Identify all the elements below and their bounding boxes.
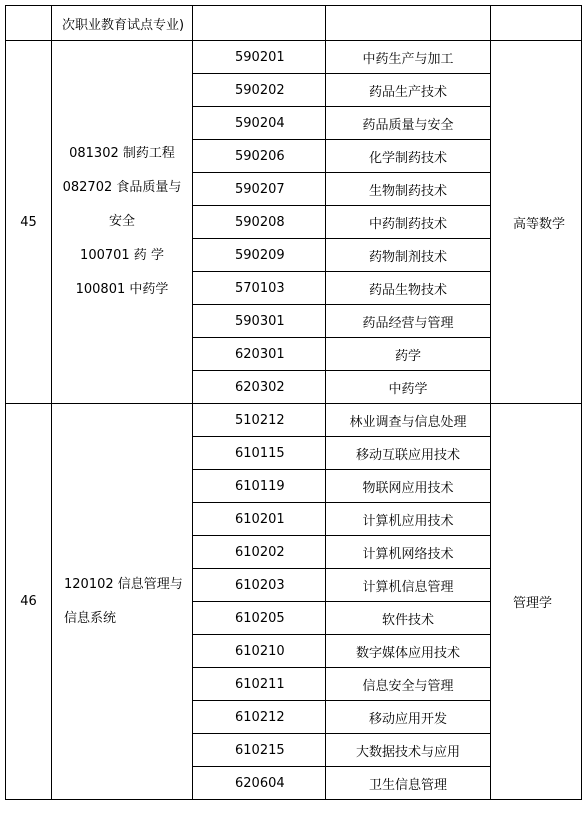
undergrad-major-line: 100701 药 学 xyxy=(80,248,164,263)
vocational-name-cell: 药品质量与安全 xyxy=(326,107,491,140)
vocational-code-cell: 620302 xyxy=(193,371,326,404)
vocational-name-cell: 生物制药技术 xyxy=(326,173,491,206)
exam-subject-cell: 高等数学 xyxy=(491,41,582,404)
vocational-name-cell: 中药制药技术 xyxy=(326,206,491,239)
vocational-name-cell: 卫生信息管理 xyxy=(326,767,491,800)
vocational-name-cell: 中药生产与加工 xyxy=(326,41,491,74)
vocational-name-cell: 大数据技术与应用 xyxy=(326,734,491,767)
vocational-name-cell: 药品经营与管理 xyxy=(326,305,491,338)
vocational-code-cell: 610201 xyxy=(193,503,326,536)
vocational-name-cell: 数字媒体应用技术 xyxy=(326,635,491,668)
vocational-name-cell: 移动互联应用技术 xyxy=(326,437,491,470)
group-number-cell: 46 xyxy=(6,404,52,800)
vocational-code-cell: 510212 xyxy=(193,404,326,437)
exam-subject-cell: 管理学 xyxy=(491,404,582,800)
vocational-code-cell: 610203 xyxy=(193,569,326,602)
vocational-code-cell: 590202 xyxy=(193,74,326,107)
vocational-name-cell: 药物制剂技术 xyxy=(326,239,491,272)
undergrad-major-line: 信息系统 xyxy=(64,610,117,626)
vocational-name-cell: 药品生物技术 xyxy=(326,272,491,305)
vocational-name-cell: 信息安全与管理 xyxy=(326,668,491,701)
number-cell xyxy=(6,6,52,41)
vocational-code-cell: 610210 xyxy=(193,635,326,668)
vocational-code-cell: 590301 xyxy=(193,305,326,338)
vocational-name-cell: 软件技术 xyxy=(326,602,491,635)
vocational-name-cell: 药学 xyxy=(326,338,491,371)
vocational-code-cell: 610215 xyxy=(193,734,326,767)
table-row xyxy=(6,41,582,74)
vocational-code-cell: 610115 xyxy=(193,437,326,470)
name-cell xyxy=(326,6,491,41)
group-number-cell: 45 xyxy=(6,41,52,404)
vocational-name-cell: 移动应用开发 xyxy=(326,701,491,734)
undergrad-major-cell: 次职业教育试点专业) xyxy=(52,6,193,41)
undergrad-major-line: 082702 食品质量与 xyxy=(62,180,182,195)
vocational-code-cell: 610202 xyxy=(193,536,326,569)
undergrad-majors-cell xyxy=(52,404,193,800)
vocational-name-cell: 计算机网络技术 xyxy=(326,536,491,569)
vocational-code-cell: 570103 xyxy=(193,272,326,305)
vocational-name-cell: 物联网应用技术 xyxy=(326,470,491,503)
undergrad-majors-cell xyxy=(52,41,193,404)
vocational-code-cell: 620301 xyxy=(193,338,326,371)
vocational-code-cell: 590208 xyxy=(193,206,326,239)
undergrad-major-line: 100801 中药学 xyxy=(75,282,169,297)
exam-subject-cell xyxy=(491,6,582,41)
undergrad-major-line: 081302 制药工程 xyxy=(69,146,175,161)
vocational-name-cell: 化学制药技术 xyxy=(326,140,491,173)
vocational-code-cell: 610119 xyxy=(193,470,326,503)
undergrad-major-line: 120102 信息管理与 xyxy=(64,576,183,592)
vocational-code-cell: 610211 xyxy=(193,668,326,701)
table-row xyxy=(6,404,582,437)
vocational-code-cell: 590204 xyxy=(193,107,326,140)
vocational-name-cell: 林业调查与信息处理 xyxy=(326,404,491,437)
majors-table-body xyxy=(6,6,582,800)
vocational-code-cell: 610205 xyxy=(193,602,326,635)
vocational-code-cell: 620604 xyxy=(193,767,326,800)
majors-table xyxy=(5,5,582,800)
vocational-code-cell: 590209 xyxy=(193,239,326,272)
vocational-code-cell: 590207 xyxy=(193,173,326,206)
vocational-name-cell: 计算机信息管理 xyxy=(326,569,491,602)
vocational-code-cell: 590206 xyxy=(193,140,326,173)
vocational-name-cell: 中药学 xyxy=(326,371,491,404)
vocational-code-cell: 610212 xyxy=(193,701,326,734)
code-cell xyxy=(193,6,326,41)
vocational-name-cell: 计算机应用技术 xyxy=(326,503,491,536)
table-row-continued-header xyxy=(6,6,582,41)
vocational-name-cell: 药品生产技术 xyxy=(326,74,491,107)
vocational-code-cell: 590201 xyxy=(193,41,326,74)
undergrad-major-line: 安全 xyxy=(108,214,135,229)
